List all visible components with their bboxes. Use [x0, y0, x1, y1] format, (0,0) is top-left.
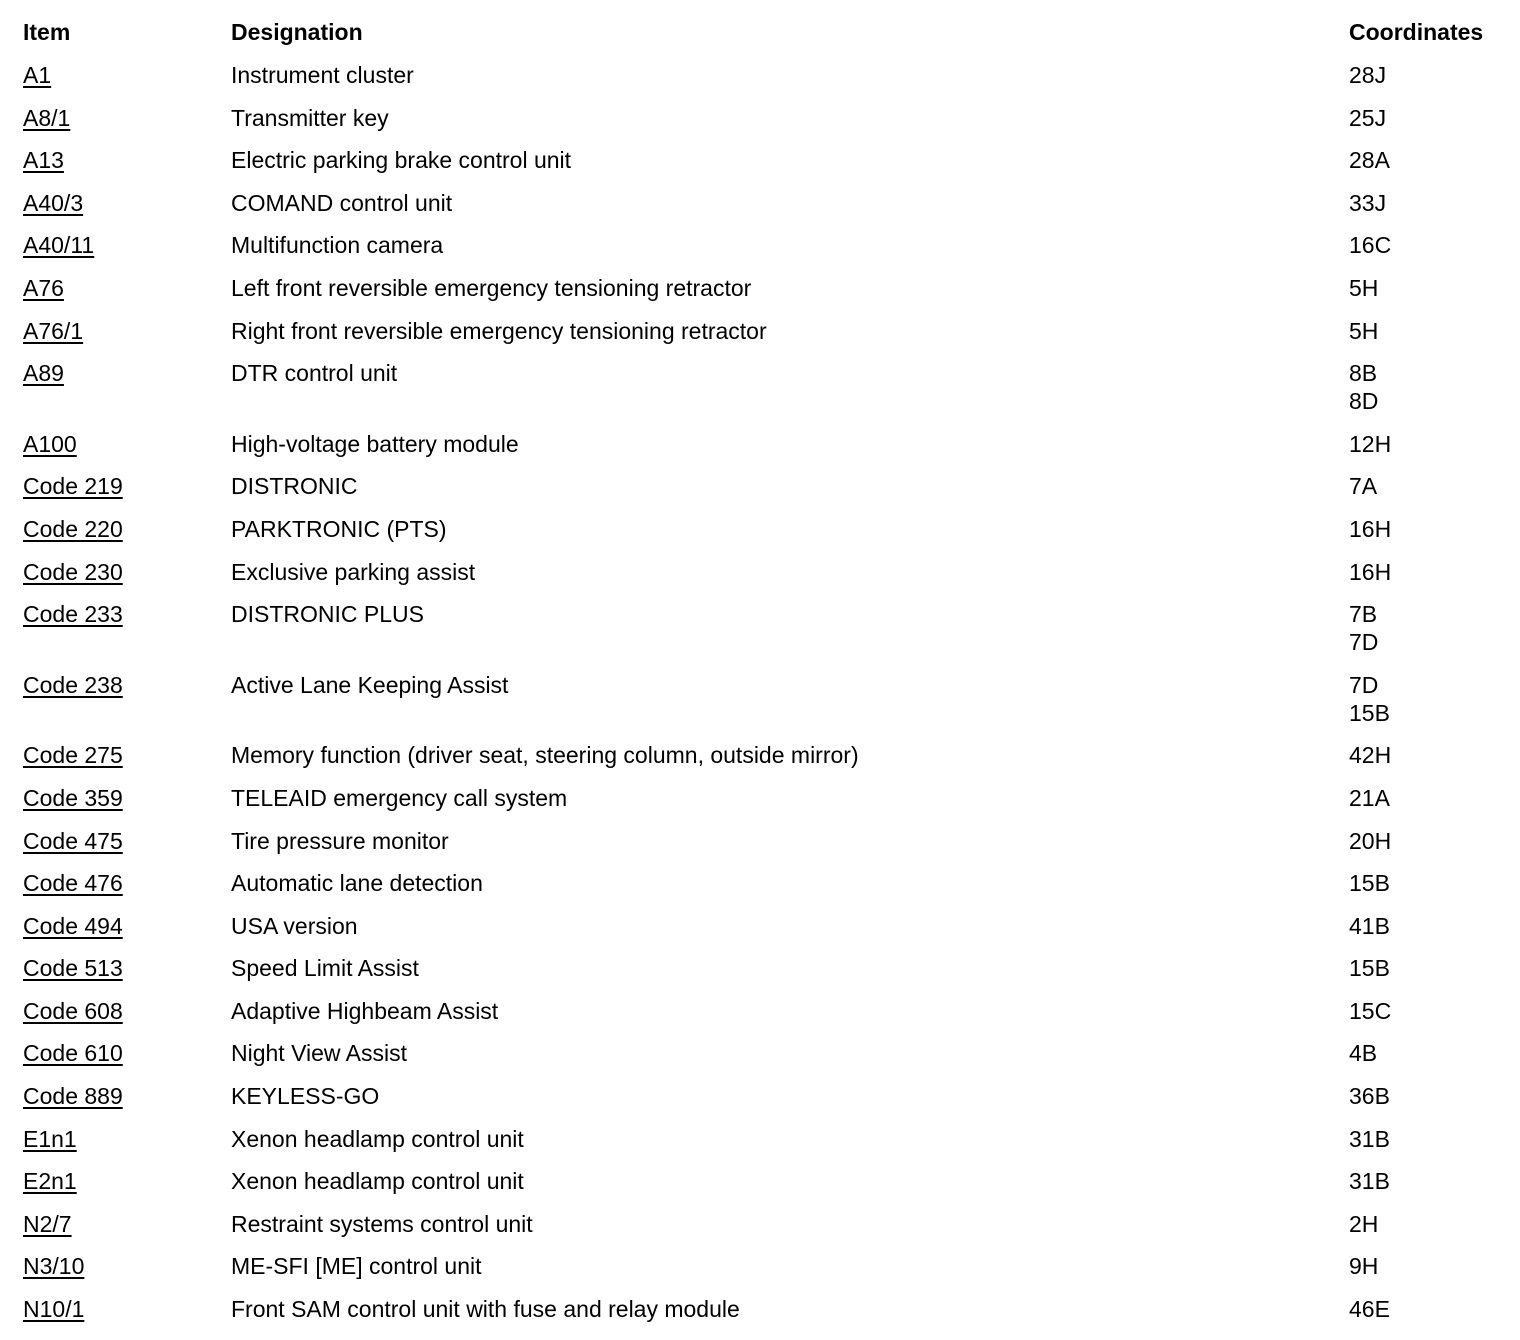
coordinates-cell	[1349, 1125, 1390, 1153]
item-link[interactable]: A76/1	[23, 317, 84, 344]
table-header	[0, 0, 1520, 46]
coordinate-value: 8D	[1349, 388, 1379, 415]
designation-text: Xenon headlamp control unit	[231, 1168, 524, 1195]
designation-text: Memory function (driver seat, steering column, outside mirror)	[231, 742, 859, 769]
coordinates-cell	[1349, 741, 1391, 769]
table-row	[0, 515, 1520, 558]
table-body	[0, 61, 1520, 1338]
item-link[interactable]: Code 238	[23, 671, 123, 698]
coordinates-cell	[1349, 1039, 1377, 1067]
table-row	[0, 741, 1520, 784]
designation-text: Left front reversible emergency tensioning retractor	[231, 274, 752, 301]
item-link[interactable]: Code 359	[23, 784, 123, 811]
coordinate-value: 36B	[1349, 1083, 1390, 1110]
designation-text: USA version	[231, 912, 358, 939]
designation-text: TELEAID emergency call system	[231, 784, 568, 811]
coordinate-value: 31B	[1349, 1168, 1390, 1195]
designation-text: DTR control unit	[231, 360, 398, 387]
coordinates-cell	[1349, 189, 1386, 217]
table-row	[0, 1210, 1520, 1253]
table-row	[0, 671, 1520, 742]
coordinates-cell	[1349, 1295, 1390, 1323]
coordinate-value: 41B	[1349, 912, 1390, 939]
table-row	[0, 1082, 1520, 1125]
designation-text: Instrument cluster	[231, 62, 414, 88]
designation-text: COMAND control unit	[231, 189, 453, 216]
coordinates-cell	[1349, 61, 1386, 89]
coordinates-cell	[1349, 1252, 1378, 1280]
table-row	[0, 1125, 1520, 1168]
coordinate-value: 12H	[1349, 430, 1392, 457]
table-row	[0, 104, 1520, 147]
table-row	[0, 912, 1520, 955]
coordinates-cell	[1349, 827, 1391, 855]
item-link[interactable]: Code 476	[23, 870, 123, 897]
coordinate-value: 16H	[1349, 558, 1392, 585]
coordinate-value: 16H	[1349, 515, 1392, 542]
coordinate-value: 15B	[1349, 955, 1390, 982]
coordinate-value: 33J	[1349, 189, 1387, 216]
coordinates-cell	[1349, 359, 1378, 415]
table-row	[0, 997, 1520, 1040]
item-link[interactable]: Code 608	[23, 997, 123, 1024]
coordinates-cell	[1349, 515, 1391, 543]
designation-text: Adaptive Highbeam Assist	[231, 997, 499, 1024]
column-header-designation: Designation	[231, 19, 363, 45]
table-row	[0, 317, 1520, 360]
coordinates-cell	[1349, 1167, 1390, 1195]
column-header-coordinates: Coordinates	[1349, 19, 1484, 45]
designation-text: Night View Assist	[231, 1040, 407, 1067]
coordinate-value: 5H	[1349, 274, 1379, 301]
coordinates-cell	[1349, 558, 1391, 586]
coordinate-value: 16C	[1349, 232, 1392, 259]
designation-text: Active Lane Keeping Assist	[231, 671, 509, 698]
item-link[interactable]: Code 219	[23, 473, 123, 500]
coordinate-value: 46E	[1349, 1296, 1390, 1323]
item-link[interactable]: Code 230	[23, 558, 123, 585]
coordinates-cell	[1349, 104, 1386, 132]
table-row	[0, 189, 1520, 232]
table-row	[0, 827, 1520, 870]
item-link[interactable]: A8/1	[23, 104, 71, 131]
coordinates-cell	[1349, 1210, 1378, 1238]
item-link[interactable]: A100	[23, 430, 77, 457]
coordinates-cell	[1349, 231, 1391, 259]
table-row	[0, 1039, 1520, 1082]
designation-text: Front SAM control unit with fuse and relay module	[231, 1296, 740, 1323]
coordinates-cell	[1349, 600, 1378, 656]
table-row	[0, 274, 1520, 317]
coordinate-value: 8B	[1349, 360, 1378, 387]
coordinates-cell	[1349, 784, 1390, 812]
coordinate-value: 28J	[1349, 62, 1387, 88]
item-link[interactable]: N10/1	[23, 1296, 85, 1323]
item-link[interactable]: A40/3	[23, 189, 84, 216]
item-link[interactable]: N3/10	[23, 1253, 85, 1280]
coordinates-cell	[1349, 146, 1390, 174]
coordinate-value: 7B	[1349, 601, 1378, 628]
designation-text: Speed Limit Assist	[231, 955, 419, 982]
designation-text: DISTRONIC PLUS	[231, 601, 424, 628]
designation-text: KEYLESS-GO	[231, 1083, 380, 1110]
item-link[interactable]: Code 889	[23, 1083, 123, 1110]
designation-text: Multifunction camera	[231, 232, 444, 259]
coordinates-cell	[1349, 430, 1391, 458]
item-link[interactable]: Code 494	[23, 912, 123, 939]
table-row	[0, 1252, 1520, 1295]
item-link[interactable]: Code 220	[23, 515, 123, 542]
table-row	[0, 472, 1520, 515]
item-link[interactable]: Code 275	[23, 742, 123, 769]
coordinates-cell	[1349, 317, 1378, 345]
table-row	[0, 359, 1520, 430]
coordinate-value: 15B	[1349, 699, 1390, 726]
item-link[interactable]: N2/7	[23, 1210, 72, 1237]
coordinate-value: 15C	[1349, 997, 1392, 1024]
item-link[interactable]: Code 610	[23, 1040, 123, 1067]
designation-text: Exclusive parking assist	[231, 558, 476, 585]
coordinate-value: 21A	[1349, 784, 1390, 811]
designation-text: ME-SFI [ME] control unit	[231, 1253, 482, 1280]
coordinate-value: 4B	[1349, 1040, 1378, 1067]
coordinates-cell	[1349, 869, 1390, 897]
coordinates-cell	[1349, 997, 1391, 1025]
table-row	[0, 1167, 1520, 1210]
designation-text: Xenon headlamp control unit	[231, 1125, 524, 1152]
item-link[interactable]: Code 513	[23, 955, 123, 982]
designation-text: Restraint systems control unit	[231, 1210, 533, 1237]
coordinates-cell	[1349, 954, 1390, 982]
table-row	[0, 1295, 1520, 1338]
coordinate-value: 2H	[1349, 1210, 1379, 1237]
table-row	[0, 430, 1520, 473]
table-row	[0, 61, 1520, 104]
item-link[interactable]: A76	[23, 274, 64, 301]
coordinate-value: 7A	[1349, 473, 1378, 500]
coordinate-value: 25J	[1349, 104, 1387, 131]
table-row	[0, 869, 1520, 912]
designation-text: PARKTRONIC (PTS)	[231, 515, 447, 542]
item-link[interactable]: A13	[23, 147, 64, 174]
coordinate-value: 9H	[1349, 1253, 1379, 1280]
item-link[interactable]: E2n1	[23, 1168, 77, 1195]
item-link[interactable]: E1n1	[23, 1125, 77, 1152]
column-header-item: Item	[23, 19, 71, 45]
coordinates-cell	[1349, 274, 1378, 302]
designation-text: High-voltage battery module	[231, 430, 519, 457]
designation-text: Tire pressure monitor	[231, 827, 449, 854]
table-row	[0, 784, 1520, 827]
coordinate-value: 31B	[1349, 1125, 1390, 1152]
coordinate-value: 7D	[1349, 629, 1379, 656]
table-row	[0, 600, 1520, 671]
item-link[interactable]: Code 233	[23, 601, 123, 628]
coordinate-value: 28A	[1349, 147, 1390, 174]
table-row	[0, 146, 1520, 189]
coordinates-cell	[1349, 671, 1390, 727]
item-link[interactable]: A89	[23, 360, 64, 387]
coordinates-cell	[1349, 1082, 1390, 1110]
item-link[interactable]: A1	[23, 62, 52, 88]
coordinates-cell	[1349, 472, 1377, 500]
table-row	[0, 954, 1520, 997]
item-link[interactable]: A40/11	[23, 232, 95, 259]
coordinate-value: 15B	[1349, 870, 1390, 897]
coordinates-cell	[1349, 912, 1390, 940]
designation-text: Electric parking brake control unit	[231, 147, 572, 174]
item-link[interactable]: Code 475	[23, 827, 123, 854]
coordinate-value: 20H	[1349, 827, 1392, 854]
designation-text: DISTRONIC	[231, 473, 358, 500]
designation-text: Transmitter key	[231, 104, 389, 131]
coordinate-value: 42H	[1349, 742, 1392, 769]
designation-text: Automatic lane detection	[231, 870, 483, 897]
coordinate-value: 5H	[1349, 317, 1379, 344]
coordinate-value: 7D	[1349, 671, 1379, 698]
table-row	[0, 558, 1520, 601]
table-row	[0, 231, 1520, 274]
designation-text: Right front reversible emergency tensioning retractor	[231, 317, 767, 344]
